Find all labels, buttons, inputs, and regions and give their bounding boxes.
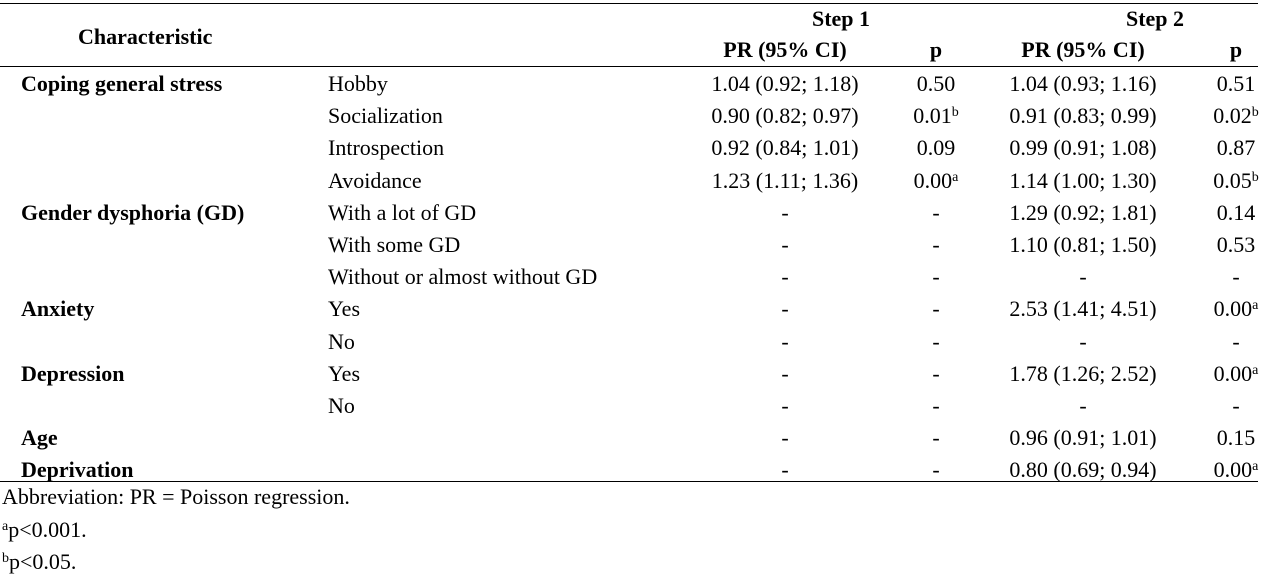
- step1-p-cell: [932, 425, 939, 451]
- step2-pr-cell: -: [1079, 264, 1087, 289]
- step1-p-cell: [917, 135, 956, 161]
- step2-pr-cell: 0.80 (0.69; 0.94): [1009, 457, 1157, 482]
- step2-pr-cell: 1.14 (1.00; 1.30): [1009, 168, 1157, 193]
- step1-p-cell: [932, 457, 939, 483]
- step2-p-value: 0.02: [1213, 103, 1252, 128]
- footnote-a-mark: a: [2, 519, 9, 534]
- step1-pr-cell: 1.04 (0.92; 1.18): [711, 71, 859, 96]
- step2-pr-cell: 0.96 (0.91; 1.01): [1009, 425, 1157, 450]
- table-top-rule: [0, 3, 1258, 4]
- row-group-label: Deprivation: [21, 457, 134, 482]
- step2-p-cell: [1217, 135, 1256, 161]
- step1-pr-cell: -: [781, 232, 789, 257]
- step2-p-value: 0.00: [1213, 296, 1253, 321]
- step1-p-sup: b: [951, 105, 959, 120]
- header-step2: Step 2: [1125, 6, 1185, 31]
- step1-pr-cell: -: [781, 296, 789, 321]
- step1-p-cell: [932, 361, 939, 387]
- step1-pr-cell: 1.23 (1.11; 1.36): [711, 168, 859, 193]
- step2-p-value: 0.14: [1216, 200, 1256, 225]
- step1-pr-cell: -: [781, 200, 789, 225]
- step2-p-sup: a: [1252, 363, 1259, 378]
- header-step2-pr: PR (95% CI): [1021, 37, 1145, 62]
- step2-p-value: 0.51: [1216, 71, 1256, 96]
- row-label: Yes: [328, 361, 361, 386]
- step2-pr-cell: -: [1079, 329, 1087, 354]
- header-step1: Step 1: [811, 6, 871, 31]
- footnote-abbreviation: Abbreviation: PR = Poisson regression.: [2, 484, 350, 509]
- step2-p-value: 0.53: [1216, 232, 1256, 257]
- step2-p-value: -: [1232, 329, 1240, 354]
- step1-pr-cell: -: [781, 361, 789, 386]
- step1-p-value: 0.00: [913, 168, 953, 193]
- step2-pr-cell: 0.99 (0.91; 1.08): [1009, 135, 1157, 160]
- step1-pr-cell: -: [781, 457, 789, 482]
- step1-p-cell: [932, 329, 939, 355]
- row-label: Avoidance: [328, 168, 422, 193]
- footnote-a-text: p<0.001.: [8, 517, 87, 542]
- step2-p-cell: [1232, 329, 1239, 355]
- step2-p-cell: [1213, 103, 1259, 129]
- step1-p-cell: [917, 71, 956, 97]
- step1-pr-cell: -: [781, 329, 789, 354]
- step1-p-cell: [932, 264, 939, 290]
- step2-pr-cell: 1.04 (0.93; 1.16): [1009, 71, 1157, 96]
- row-label: No: [328, 329, 355, 354]
- header-characteristic: Characteristic: [78, 24, 213, 49]
- step1-pr-cell: 0.92 (0.84; 1.01): [711, 135, 859, 160]
- row-group-label: Age: [21, 425, 58, 450]
- header-step1-p: p: [929, 37, 943, 62]
- step2-p-sup: a: [1252, 298, 1259, 313]
- step1-pr-cell: -: [781, 393, 789, 418]
- row-group-label: Coping general stress: [21, 71, 223, 96]
- footnote-b-mark: b: [2, 551, 9, 566]
- step2-p-value: -: [1232, 264, 1240, 289]
- step1-p-cell: [932, 393, 939, 419]
- step1-p-cell: [932, 200, 939, 226]
- step2-p-value: 0.00: [1213, 457, 1253, 482]
- step1-p-value: -: [932, 329, 940, 354]
- step2-p-sup: b: [1251, 170, 1259, 185]
- step2-pr-cell: 1.78 (1.26; 2.52): [1009, 361, 1157, 386]
- footnote-a: [2, 517, 87, 543]
- header-step1-pr: PR (95% CI): [723, 37, 847, 62]
- step2-p-value: 0.00: [1213, 361, 1253, 386]
- step1-p-value: -: [932, 232, 940, 257]
- step1-p-value: -: [932, 200, 940, 225]
- row-label: Introspection: [328, 135, 445, 160]
- row-label: No: [328, 393, 355, 418]
- step2-p-value: 0.15: [1216, 425, 1256, 450]
- step2-p-sup: a: [1252, 459, 1259, 474]
- row-label: Hobby: [328, 71, 388, 96]
- step2-pr-cell: 1.10 (0.81; 1.50): [1009, 232, 1157, 257]
- row-label: Yes: [328, 296, 361, 321]
- step1-p-value: -: [932, 393, 940, 418]
- row-group-label: Gender dysphoria (GD): [21, 200, 245, 225]
- step2-p-value: 0.87: [1216, 135, 1256, 160]
- step1-p-value: 0.50: [916, 71, 956, 96]
- step1-p-value: -: [932, 264, 940, 289]
- row-label: With a lot of GD: [328, 200, 477, 225]
- step1-pr-cell: 0.90 (0.82; 0.97): [711, 103, 859, 128]
- step1-p-cell: [932, 232, 939, 258]
- footnote-b-text: p<0.05.: [9, 549, 77, 574]
- step2-p-cell: [1213, 168, 1259, 194]
- step1-p-value: -: [932, 296, 940, 321]
- table-header-rule: [0, 66, 1258, 67]
- step1-p-value: 0.09: [916, 135, 956, 160]
- step2-p-cell: [1217, 425, 1256, 451]
- step1-pr-cell: -: [781, 425, 789, 450]
- row-label: Socialization: [328, 103, 443, 128]
- row-label: With some GD: [328, 232, 461, 257]
- step1-p-cell: [914, 168, 959, 194]
- step2-p-value: -: [1232, 393, 1240, 418]
- row-group-label: Depression: [21, 361, 125, 386]
- step1-p-cell: [913, 103, 959, 129]
- step1-p-value: 0.01: [913, 103, 952, 128]
- step2-p-cell: [1217, 200, 1256, 226]
- step1-p-cell: [932, 296, 939, 322]
- step1-p-value: -: [932, 457, 940, 482]
- step2-pr-cell: 0.91 (0.83; 0.99): [1009, 103, 1157, 128]
- step1-p-sup: a: [952, 170, 959, 185]
- step1-p-value: -: [932, 361, 940, 386]
- footnote-b: [2, 549, 76, 575]
- step2-p-cell: [1232, 264, 1239, 290]
- step2-p-cell: [1217, 232, 1256, 258]
- step2-p-cell: [1214, 361, 1259, 387]
- header-step2-p: p: [1229, 37, 1243, 62]
- row-label: Without or almost without GD: [328, 264, 598, 289]
- step2-p-value: 0.05: [1213, 168, 1252, 193]
- step1-p-value: -: [932, 425, 940, 450]
- step2-p-cell: [1214, 296, 1259, 322]
- step2-p-cell: [1214, 457, 1259, 483]
- step2-p-sup: b: [1251, 105, 1259, 120]
- step2-pr-cell: -: [1079, 393, 1087, 418]
- step2-p-cell: [1232, 393, 1239, 419]
- step2-p-cell: [1217, 71, 1256, 97]
- step1-pr-cell: -: [781, 264, 789, 289]
- step2-pr-cell: 2.53 (1.41; 4.51): [1009, 296, 1157, 321]
- step2-pr-cell: 1.29 (0.92; 1.81): [1009, 200, 1157, 225]
- row-group-label: Anxiety: [21, 296, 95, 321]
